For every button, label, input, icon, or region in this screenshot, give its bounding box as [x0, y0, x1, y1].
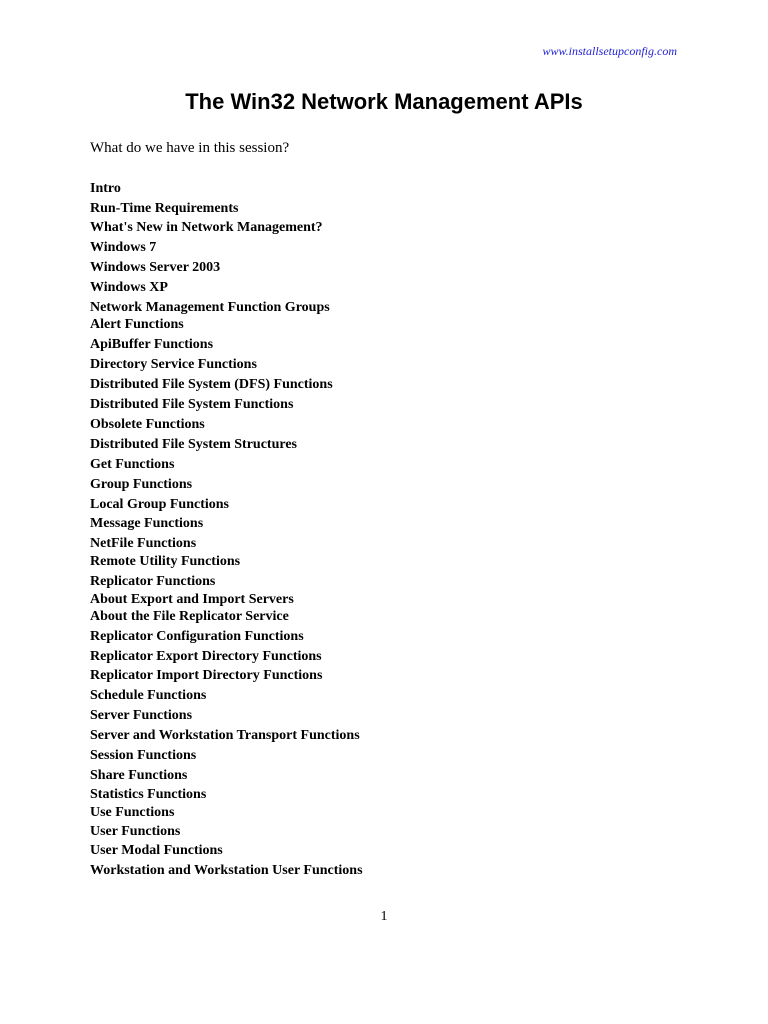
toc-item: About Export and Import Servers: [90, 592, 294, 607]
toc-item: Workstation and Workstation User Functions: [90, 863, 363, 878]
toc-item: Replicator Functions: [90, 574, 216, 589]
toc-item: Local Group Functions: [90, 497, 229, 512]
toc-item: Remote Utility Functions: [90, 554, 241, 569]
toc-item: Get Functions: [90, 457, 175, 472]
intro-text: What do we have in this session?: [90, 140, 290, 156]
header-website-link[interactable]: www.installsetupconfig.com: [542, 44, 677, 58]
toc-item: Use Functions: [90, 805, 175, 820]
toc-item: Intro: [90, 181, 121, 196]
toc-item: Server Functions: [90, 708, 193, 723]
toc-item: Session Functions: [90, 748, 197, 763]
toc-item: Message Functions: [90, 516, 204, 531]
toc-item: Alert Functions: [90, 317, 184, 332]
toc-item: Obsolete Functions: [90, 417, 205, 432]
toc-item: Schedule Functions: [90, 688, 207, 703]
page-title: The Win32 Network Management APIs: [185, 89, 583, 114]
toc-item: Replicator Export Directory Functions: [90, 649, 322, 664]
toc-item: What's New in Network Management?: [90, 220, 323, 235]
toc-item: Replicator Configuration Functions: [90, 629, 304, 644]
page-number: 1: [380, 909, 388, 924]
toc-item: NetFile Functions: [90, 536, 197, 551]
toc-item: Server and Workstation Transport Functions: [90, 728, 360, 743]
toc-item: User Functions: [90, 824, 181, 839]
toc-item: Network Management Function Groups: [90, 300, 330, 315]
toc-item: Distributed File System Functions: [90, 397, 294, 412]
toc-item: Windows 7: [90, 240, 157, 255]
toc-item: Replicator Import Directory Functions: [90, 668, 323, 683]
toc-item: Directory Service Functions: [90, 357, 257, 372]
toc-item: User Modal Functions: [90, 843, 223, 858]
toc-item: Distributed File System (DFS) Functions: [90, 377, 333, 392]
toc-item: Group Functions: [90, 477, 193, 492]
toc-item: Share Functions: [90, 768, 188, 783]
toc-item: ApiBuffer Functions: [90, 337, 214, 352]
toc-item: Windows XP: [90, 280, 168, 295]
toc-item: Statistics Functions: [90, 787, 207, 802]
toc-item: About the File Replicator Service: [90, 609, 289, 624]
toc-item: Run-Time Requirements: [90, 201, 239, 216]
toc-item: Windows Server 2003: [90, 260, 221, 275]
toc-item: Distributed File System Structures: [90, 437, 297, 452]
